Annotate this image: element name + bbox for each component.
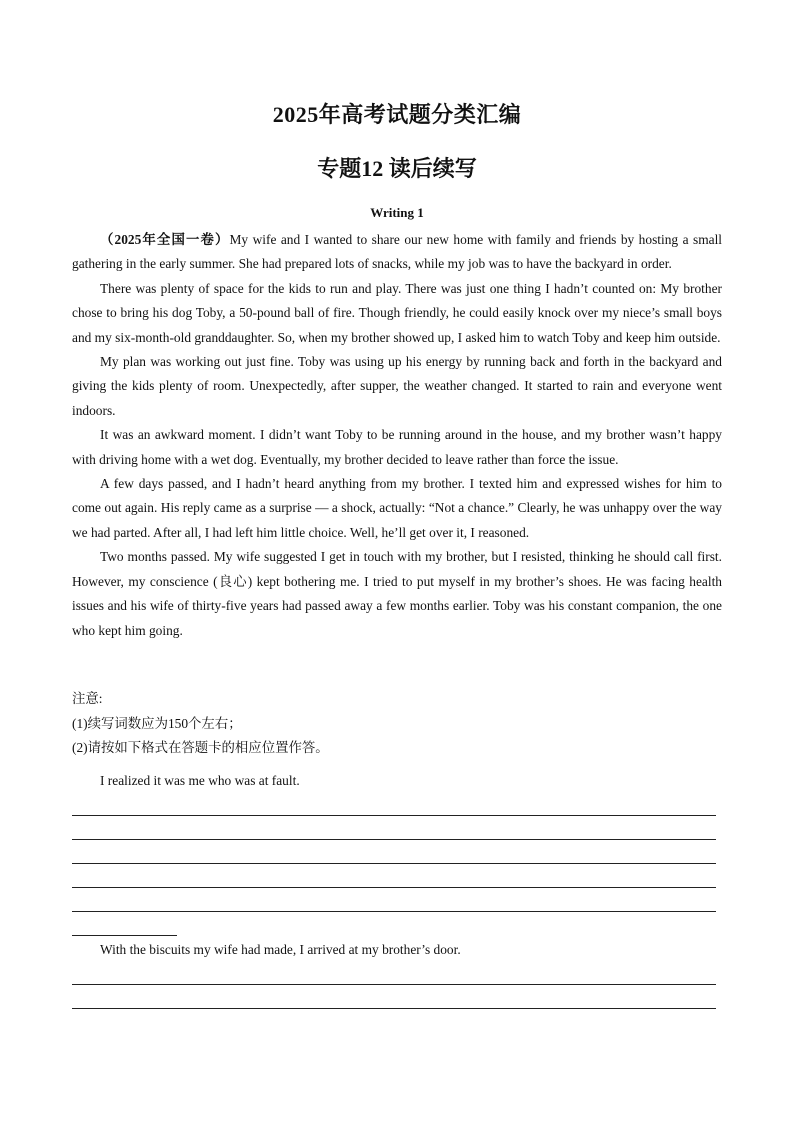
paragraph-6: Two months passed. My wife suggested I get in touch with my brother, but I resisted, thinking he should call first. However, my conscience (良心) kept bothering me. I tried to put myself in my brother’s shoes. He was facing health issues and his wife of thirty-five years had passed away a few months earlier. Toby was his constant companion, the one who kept him going. [72,549,722,638]
answer-line-short [72,935,177,936]
paragraph-5: A few days passed, and I hadn’t heard anything from my brother. I texted him and expressed wishes for him to come out again. His reply came as a surprise — a shock, actually: “Not a chance.” Clearly, he was unhappy over the way we had parted. After all, I had left him little choice. Well, he’ll get over it, I reasoned. [72,476,722,540]
paragraph-3: My plan was working out just fine. Toby was using up his energy by running back and forth in the backyard and giving the kids plenty of room. Unexpectedly, after supper, the weather changed. It started to rain and everyone went indoors. [72,354,722,418]
notes-item-2: (2)请按如下格式在答题卡的相应位置作答。 [72,740,329,755]
topic-title: 专题12 读后续写 [317,156,477,181]
paragraph-4: It was an awkward moment. I didn’t want Toby to be running around in the house, and my brother wasn’t happy with driving home with a wet dog. Eventually, my brother decided to leave rather than force the issue. [72,427,722,467]
answer-line [72,911,716,912]
answer-line [72,863,716,864]
paragraph-prompt-2: With the biscuits my wife had made, I arrived at my brother’s door. [100,942,461,957]
notes-heading: 注意: [72,691,103,706]
answer-line [72,839,716,840]
answer-line [72,984,716,985]
paragraph-1: （2025年全国一卷）My wife and I wanted to share our new home with family and friends by hosting a small gathering in the early summer. She had prepared lots of snacks, while my job was to have the backyard in order. [72,232,723,272]
paragraph-2: There was plenty of space for the kids to run and play. There was just one thing I hadn’t counted on: My brother chose to bring his dog Toby, a 50-pound ball of fire. Though friendly, he could easily knock over my niece’s small boys and my six-month-old granddaughter. So, when my brother showed up, I asked him to watch Toby and keep him outside. [72,280,722,345]
notes-section [72,687,722,761]
source-label: （2025年全国一卷） [100,232,230,247]
document-title: 2025年高考试题分类汇编 [272,102,522,127]
answer-line [72,887,716,888]
answer-line [72,815,716,816]
notes-item-1: (1)续写词数应为150个左右； [72,715,242,731]
passage [72,228,722,643]
paragraph-prompt-1: I realized it was me who was at fault. [100,773,300,788]
answer-line [72,1008,716,1009]
writing-subtitle: Writing 1 [370,205,424,220]
